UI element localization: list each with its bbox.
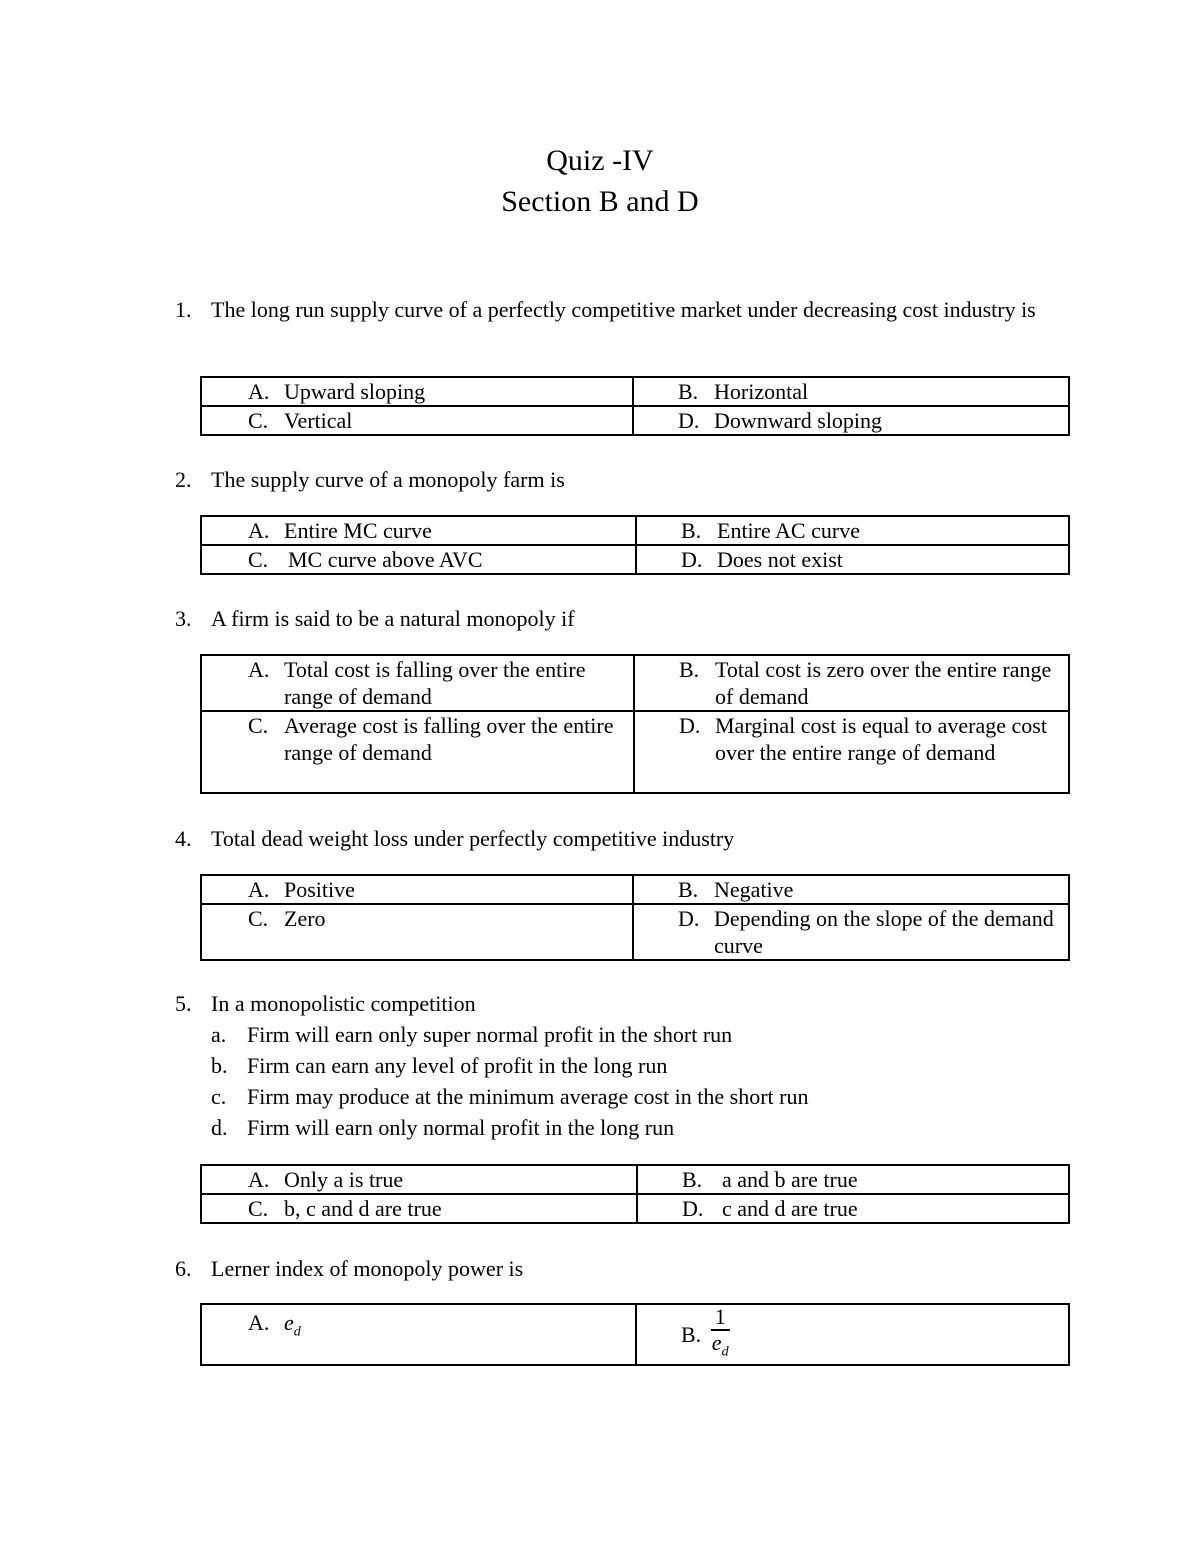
option-b[interactable] <box>637 1165 1069 1194</box>
elasticity-subscript: d <box>721 1344 729 1360</box>
question-text: The long run supply curve of a perfectly competitive market under decreasing cost industry is <box>211 297 1036 322</box>
option-text: Upward sloping <box>284 379 426 404</box>
option-text: MC curve above AVC <box>288 547 483 572</box>
elasticity-subscript: d <box>293 1324 301 1340</box>
question-2 <box>175 464 1045 495</box>
elasticity-symbol: e <box>284 1310 294 1335</box>
option-label: C. <box>248 713 269 738</box>
question-1 <box>175 294 1045 325</box>
option-text: Negative <box>714 877 794 902</box>
question-number: 5. <box>175 991 192 1016</box>
option-text: Total cost is falling over the entire range of demand <box>284 657 586 709</box>
statement-c <box>211 1081 808 1112</box>
option-label: A. <box>248 1167 270 1192</box>
option-text: Depending on the slope of the demand curve <box>714 906 1054 958</box>
options-table-1 <box>200 376 1070 436</box>
question-3 <box>175 603 1045 634</box>
option-label: C. <box>248 1196 269 1221</box>
question-text: In a monopolistic competition <box>211 991 476 1016</box>
option-c[interactable] <box>201 1194 637 1223</box>
options-table-3 <box>200 654 1070 794</box>
option-label: A. <box>248 379 270 404</box>
option-label: A. <box>248 877 270 902</box>
option-label: B. <box>678 877 699 902</box>
option-label: B. <box>678 379 699 404</box>
inverse-elasticity-fraction <box>711 1305 730 1364</box>
option-label: C. <box>248 408 269 433</box>
option-label: D. <box>678 906 700 931</box>
option-a[interactable] <box>201 516 636 545</box>
option-text: Horizontal <box>714 379 809 404</box>
option-text: Downward sloping <box>714 408 883 433</box>
option-label: A. <box>248 1310 270 1335</box>
option-text: c and d are true <box>722 1196 858 1221</box>
options-table-6 <box>200 1303 1070 1366</box>
option-a[interactable] <box>201 655 634 711</box>
statement-a <box>211 1019 732 1050</box>
option-text: a and b are true <box>722 1167 858 1192</box>
option-b[interactable] <box>634 655 1069 711</box>
option-label: A. <box>248 657 270 682</box>
question-number: 4. <box>175 826 192 851</box>
option-label: D. <box>679 713 701 738</box>
option-b[interactable] <box>636 1304 1069 1365</box>
question-number: 6. <box>175 1256 192 1281</box>
statement-d <box>211 1112 674 1143</box>
option-label: B. <box>679 657 700 682</box>
option-label: A. <box>248 518 270 543</box>
option-label: C. <box>248 906 269 931</box>
question-text: Lerner index of monopoly power is <box>211 1256 524 1281</box>
option-c[interactable] <box>201 545 636 574</box>
fraction-denominator <box>711 1331 730 1364</box>
option-c[interactable] <box>201 711 634 793</box>
option-c[interactable] <box>201 406 633 435</box>
fraction-numerator: 1 <box>711 1305 730 1331</box>
options-table-2 <box>200 515 1070 575</box>
statement-label: d. <box>211 1115 228 1140</box>
options-table-4 <box>200 874 1070 961</box>
page-title: Quiz -IV <box>546 144 654 177</box>
option-c[interactable] <box>201 904 633 960</box>
question-number: 1. <box>175 297 192 322</box>
question-text: Total dead weight loss under perfectly competitive industry <box>211 826 735 851</box>
option-text: Zero <box>284 906 326 931</box>
option-d[interactable] <box>637 1194 1069 1223</box>
statement-text: Firm may produce at the minimum average cost in the short run <box>247 1084 809 1109</box>
option-label: D. <box>682 1196 704 1221</box>
option-text: Entire MC curve <box>284 518 432 543</box>
option-a[interactable] <box>201 1165 637 1194</box>
statement-b <box>211 1050 667 1081</box>
option-a[interactable] <box>201 1304 636 1365</box>
page-subtitle: Section B and D <box>501 185 699 218</box>
statement-text: Firm can earn any level of profit in the long run <box>247 1053 668 1078</box>
option-d[interactable] <box>634 711 1069 793</box>
question-5 <box>175 988 1045 1019</box>
option-text: Does not exist <box>717 547 843 572</box>
option-b[interactable] <box>636 516 1069 545</box>
question-6 <box>175 1253 1045 1284</box>
elasticity-symbol: e <box>711 1330 722 1355</box>
option-label: D. <box>678 408 700 433</box>
option-label: C. <box>248 547 269 572</box>
question-text: The supply curve of a monopoly farm is <box>211 467 565 492</box>
options-table-5 <box>200 1164 1070 1224</box>
option-a[interactable] <box>201 875 633 904</box>
option-text: Average cost is falling over the entire range of demand <box>284 713 614 765</box>
statement-text: Firm will earn only super normal profit in the short run <box>247 1022 733 1047</box>
question-number: 3. <box>175 606 192 631</box>
statement-label: a. <box>211 1022 227 1047</box>
option-label: B. <box>681 518 702 543</box>
option-d[interactable] <box>633 406 1069 435</box>
option-a[interactable] <box>201 377 633 406</box>
question-4 <box>175 823 1045 854</box>
option-text: b, c and d are true <box>284 1196 442 1221</box>
option-label: D. <box>681 547 703 572</box>
elasticity-expression <box>284 1309 627 1345</box>
option-text: Vertical <box>284 408 353 433</box>
option-text: Only a is true <box>284 1167 404 1192</box>
option-text: Total cost is zero over the entire range of demand <box>715 657 1052 709</box>
option-text: Marginal cost is equal to average cost over the entire range of demand <box>715 713 1047 765</box>
statement-label: c. <box>211 1084 227 1109</box>
option-label: B. <box>682 1167 703 1192</box>
statement-label: b. <box>211 1053 228 1078</box>
option-label: B. <box>681 1322 702 1348</box>
option-b[interactable] <box>633 875 1069 904</box>
option-text: Positive <box>284 877 355 902</box>
statement-text: Firm will earn only normal profit in the long run <box>247 1115 675 1140</box>
option-text: Entire AC curve <box>717 518 860 543</box>
option-d[interactable] <box>633 904 1069 960</box>
option-d[interactable] <box>636 545 1069 574</box>
question-number: 2. <box>175 467 192 492</box>
question-text: A firm is said to be a natural monopoly if <box>211 606 575 631</box>
option-b[interactable] <box>633 377 1069 406</box>
